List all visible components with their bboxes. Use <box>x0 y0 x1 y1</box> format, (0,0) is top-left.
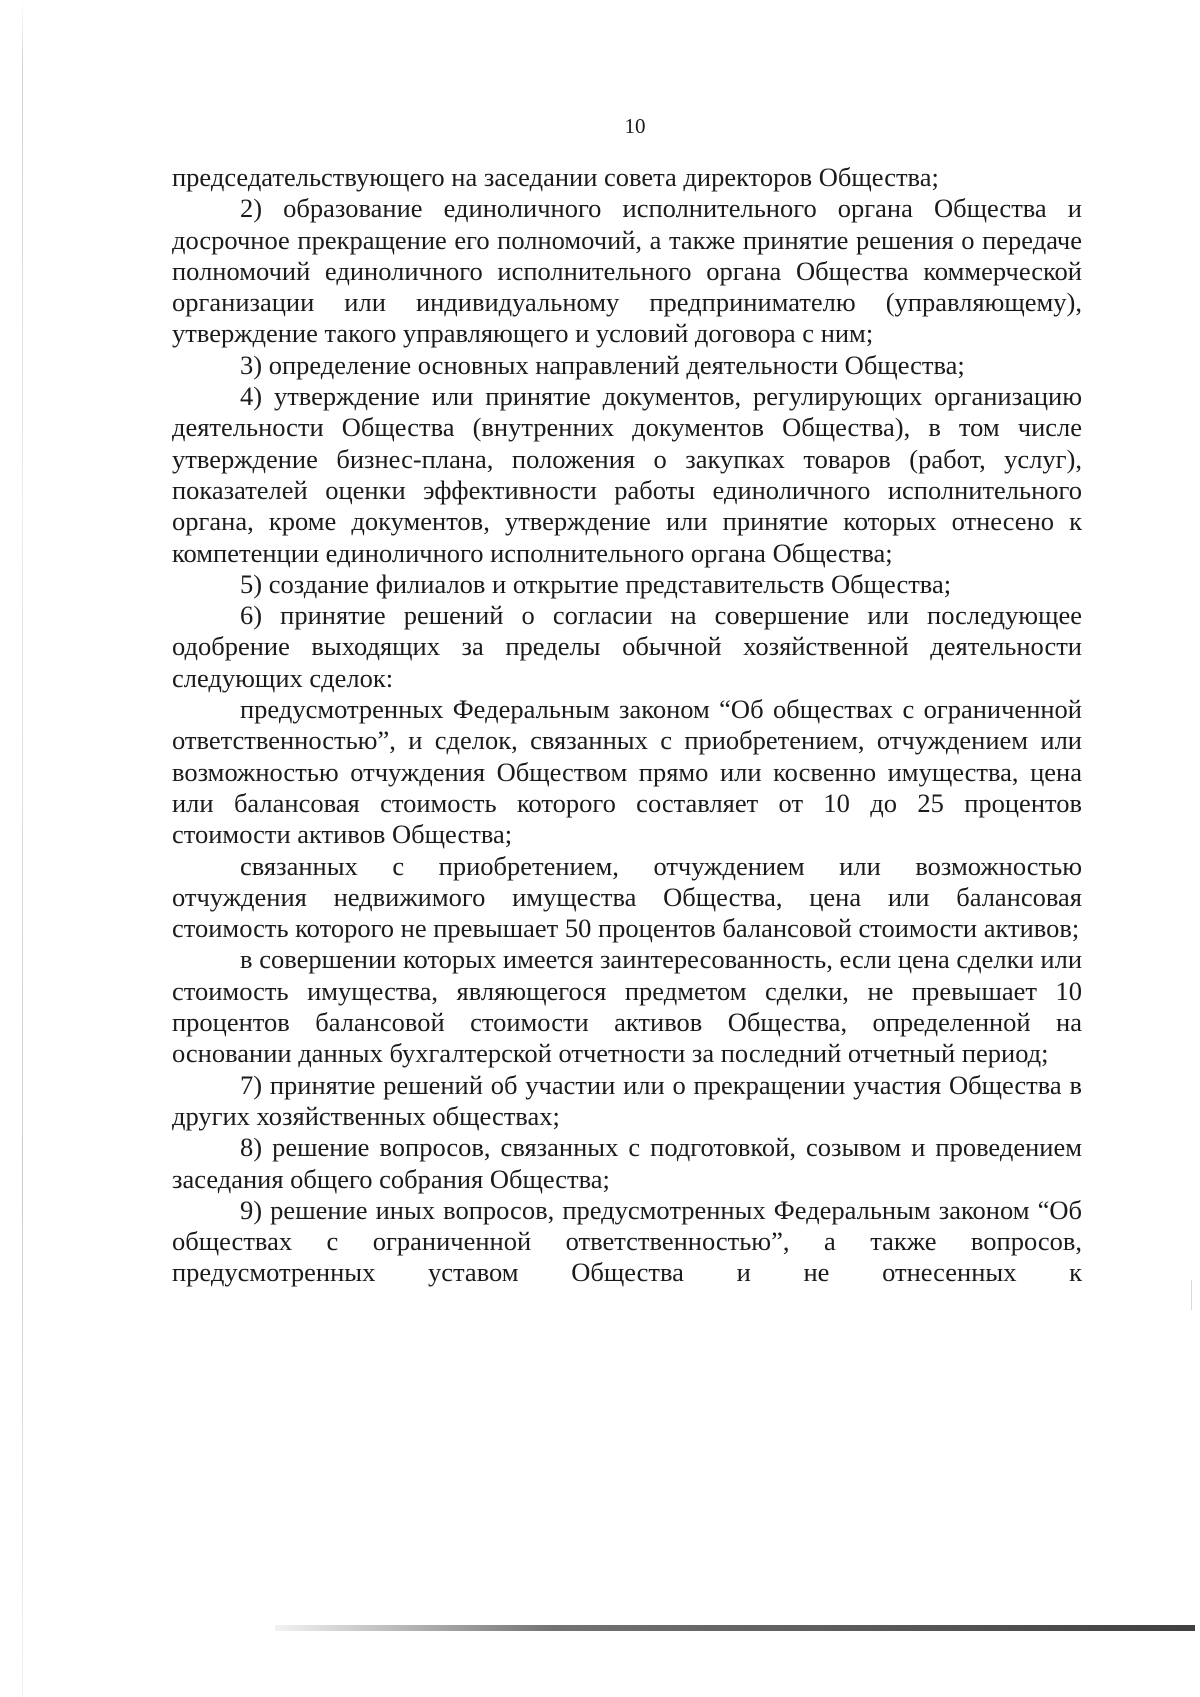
paragraph-item-5: 5) создание филиалов и открытие представительств Общества; <box>240 568 952 599</box>
paragraph-continuation: председательствующего на заседании совета директоров Общества; <box>172 162 939 192</box>
paragraph-subitem-2: связанных с приобретением, отчуждением или возможностью отчуждения недвижимого имущества Общества, цена или балансовая стоимость которого не превышает 50 процентов балансовой стоимости активов; <box>172 850 1082 944</box>
paragraph-item-8: 8) решение вопросов, связанных с подготовкой, созывом и проведением заседания общего собрания Общества; <box>172 1132 1082 1194</box>
page-number: 10 <box>624 114 646 138</box>
paragraph-item-3: 3) определение основных направлений деятельности Общества; <box>240 349 965 380</box>
paragraph-item-9: 9) решение иных вопросов, предусмотренных Федеральным законом “Об обществах с ограниченной ответственностью”, а также вопросов, предусмотренных уставом Общества и не отнесенных к <box>172 1194 1082 1288</box>
paragraph-item-7: 7) принятие решений об участии или о прекращении участия Общества в других хозяйственных обществах; <box>172 1069 1082 1131</box>
paragraph-item-2: 2) образование единоличного исполнительного органа Общества и досрочное прекращение его полномочий, а также принятие решения о передаче полномочий единоличного исполнительного органа Общества коммерческой организации или индивидуальному предпринимателю (управляющему), утверждение такого управляющего и условий договора с ним; <box>172 193 1082 349</box>
bottom-scan-rule <box>275 1625 1195 1631</box>
paragraph-subitem-3: в совершении которых имеется заинтересованность, если цена сделки или стоимость имущества, являющегося предметом сделки, не превышает 10 процентов балансовой стоимости активов Общества, определенной на основании данных бухгалтерской отчетности за последний отчетный период; <box>172 944 1082 1069</box>
document-body <box>172 162 1082 1289</box>
scan-edge-left <box>22 0 23 1697</box>
paragraph-item-4: 4) утверждение или принятие документов, регулирующих организацию деятельности Общества (внутренних документов Общества), в том числе утверждение бизнес-плана, положения о закупках товаров (работ, услуг), показателей оценки эффективности работы единоличного исполнительного органа, кроме документов, утверждение или принятие которых отнесено к компетенции единоличного исполнительного органа Общества; <box>172 381 1082 568</box>
paragraph-subitem-1: предусмотренных Федеральным законом “Об обществах с ограниченной ответственностью”, и сделок, связанных с приобретением, отчуждением или возможностью отчуждения Обществом прямо или косвенно имущества, цена или балансовая стоимость которого составляет от 10 до 25 процентов стоимости активов Общества; <box>172 694 1082 850</box>
paragraph-item-6: 6) принятие решений о согласии на совершение или последующее одобрение выходящих за пределы обычной хозяйственной деятельности следующих сделок: <box>172 600 1082 693</box>
scan-edge-right <box>1191 1280 1192 1310</box>
